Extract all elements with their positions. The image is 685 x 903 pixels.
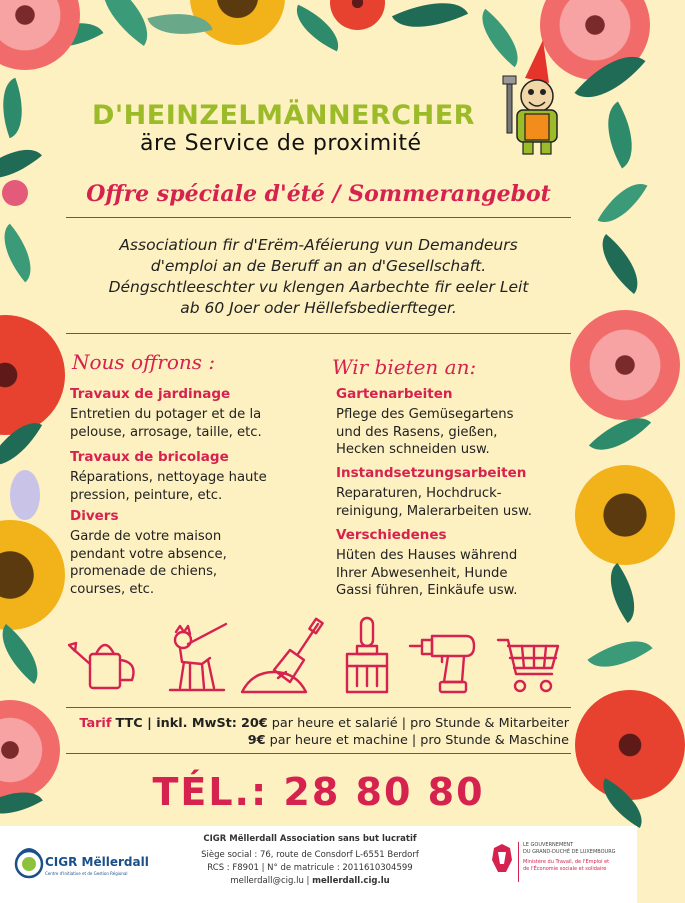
- logo-subtext: Centre d'Initiative et de Gestion Régional: [45, 871, 128, 876]
- section-text: [336, 547, 517, 600]
- section-line: Reparaturen, Hochdruck-: [336, 486, 502, 501]
- section-text: [336, 406, 514, 459]
- intro-line: d'emploi an de Beruff an an d'Gesellschaft.: [150, 257, 487, 275]
- intro-text: [0, 235, 637, 319]
- divider: [66, 333, 571, 334]
- garden-shovel-icon: [238, 620, 323, 694]
- intro-line: Associatioun fir d'Erëm-Aféierung vun Demandeurs: [119, 236, 518, 254]
- section-title: Divers: [70, 508, 119, 524]
- phone-number: TÉL.: 28 80 80: [152, 770, 485, 814]
- footer-seat: Siège social : 76, route de Consdorf L-6551 Berdorf: [201, 850, 419, 860]
- paint-brush-icon: [343, 616, 391, 694]
- section-line: Gassi führen, Einkäufe usw.: [336, 583, 518, 598]
- tarif-price-2: 9€: [247, 733, 266, 748]
- section-line: Pflege des Gemüsegartens: [336, 407, 514, 422]
- section-line: reinigung, Malerarbeiten usw.: [336, 503, 532, 519]
- divider: [66, 707, 571, 708]
- tarif-label: Tarif: [79, 716, 112, 731]
- section-line: Ihrer Abwesenheit, Hunde: [336, 565, 508, 581]
- intro-line: Déngschtleeschter vu klengen Aarbechte fir eeler Leit: [108, 278, 529, 296]
- watering-can-icon: [68, 632, 146, 692]
- section-title: Gartenarbeiten: [336, 386, 453, 402]
- section-line: Entretien du potager et de la: [70, 407, 262, 422]
- tarif-price-1: 20€: [241, 716, 268, 731]
- german-heading: Wir bieten an:: [332, 355, 477, 379]
- gov-line: DU GRAND-DUCHÉ DE LUXEMBOURG: [523, 849, 616, 855]
- section-text: [70, 528, 227, 598]
- section-title: Verschiedenes: [336, 527, 447, 543]
- section-line: Garde de votre maison: [70, 529, 222, 544]
- gov-line: Ministère du Travail, de l'Emploi et: [523, 859, 610, 865]
- divider: [66, 217, 571, 218]
- tarif-text-2: par heure et machine | pro Stunde & Maschine: [269, 733, 569, 748]
- section-text: [70, 406, 262, 441]
- cigr-logo-icon: [13, 836, 149, 896]
- footer-org: CIGR Mëllerdall Association sans but lucratif: [203, 834, 417, 844]
- section-line: und des Rasens, gießen,: [336, 424, 498, 440]
- logo-text: CIGR Mëllerdall: [45, 855, 149, 869]
- section-title: Travaux de bricolage: [70, 449, 229, 465]
- french-heading: Nous offrons :: [72, 350, 216, 374]
- tarif-line-1: [79, 716, 569, 731]
- power-drill-icon: [408, 632, 478, 694]
- intro-line: ab 60 Joer oder Hëllefsbedierfteger.: [180, 299, 457, 317]
- footer-contact: mellerdall@cig.lu | mellerdall.cig.lu: [230, 876, 390, 886]
- gnome-mascot-icon: [495, 38, 565, 158]
- section-title: Instandsetzungsarbeiten: [336, 465, 527, 481]
- section-text: [336, 485, 532, 520]
- section-text: [70, 469, 267, 504]
- gov-line: de l'Économie sociale et solidaire: [523, 866, 607, 872]
- shopping-cart-icon: [496, 636, 562, 694]
- dog-walk-icon: [160, 622, 230, 692]
- section-line: promenade de chiens,: [70, 564, 218, 579]
- section-line: courses, etc.: [70, 581, 155, 597]
- footer-email[interactable]: mellerdall@cig.lu: [230, 876, 304, 886]
- section-line: pression, peinture, etc.: [70, 487, 223, 503]
- brand-title: D'HEINZELMÄNNERCHER: [92, 100, 475, 131]
- section-title: Travaux de jardinage: [70, 386, 231, 402]
- gov-line: LE GOUVERNEMENT: [523, 842, 574, 848]
- footer-info: [140, 833, 480, 888]
- tarif-text-1: par heure et salarié | pro Stunde & Mitarbeiter: [271, 716, 569, 731]
- government-text: [523, 842, 616, 873]
- footer-rcs: RCS : F8901 | N° de matricule : 2011610304599: [207, 863, 413, 873]
- footer-web[interactable]: mellerdall.cig.lu: [312, 876, 390, 886]
- section-line: pelouse, arrosage, taille, etc.: [70, 424, 262, 440]
- section-line: Hüten des Hauses während: [336, 548, 518, 563]
- section-line: Hecken schneiden usw.: [336, 442, 490, 457]
- offer-heading: Offre spéciale d'été / Sommerangebot: [86, 181, 551, 207]
- section-line: pendant votre absence,: [70, 546, 227, 562]
- tarif-ttc: TTC | inkl. MwSt:: [115, 716, 237, 731]
- tarif-line-2: [248, 733, 569, 748]
- section-line: Réparations, nettoyage haute: [70, 470, 267, 485]
- brand-subtitle: äre Service de proximité: [140, 131, 422, 156]
- footer: [0, 826, 637, 903]
- divider: [66, 753, 571, 754]
